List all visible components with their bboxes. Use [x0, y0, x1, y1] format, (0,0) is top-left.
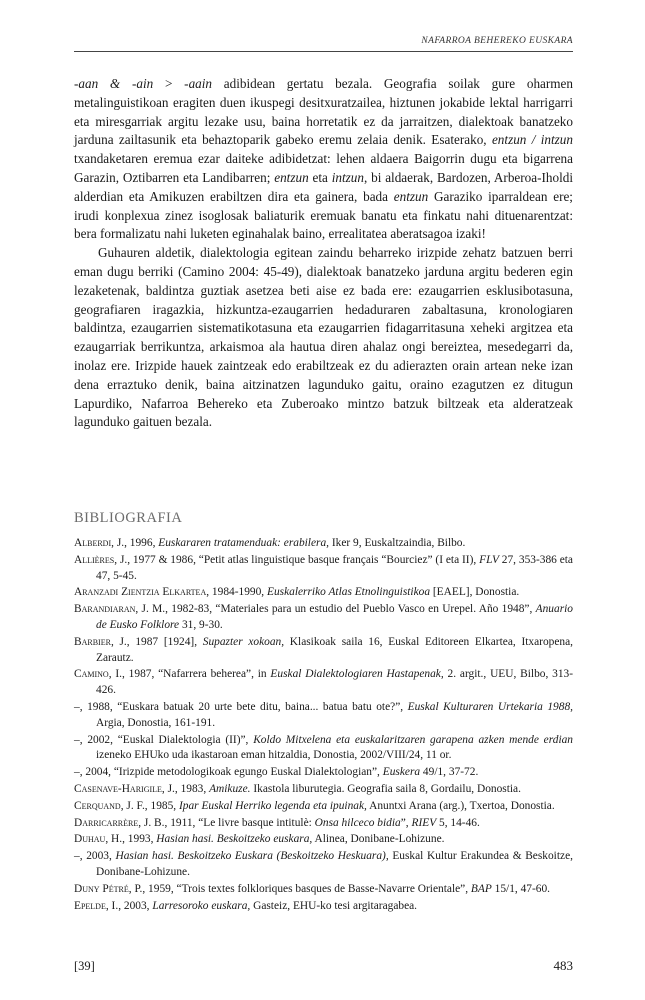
- author-name: Allières: [74, 553, 115, 566]
- text-run: , J., 1977 & 1986, “Petit atlas linguistique basque français “Bourciez” (I eta II),: [114, 553, 480, 566]
- text-run: –, 2002, “Euskal Dialektologia (II)”,: [74, 733, 254, 746]
- bibliography-entry: [74, 585, 573, 601]
- italic-run: Euskal Kulturaren Urtekaria 1988,: [407, 700, 573, 713]
- author-name: Barbier: [74, 635, 111, 648]
- bibliography-entry: [74, 765, 573, 781]
- text-run: , I., 2003,: [105, 899, 153, 912]
- author-name: Barandiaran: [74, 603, 136, 616]
- text-run: 15/1, 47-60.: [491, 882, 551, 895]
- author-name: Epelde: [74, 899, 106, 912]
- bibliography-entry: [74, 667, 573, 699]
- text-run: >: [153, 76, 185, 91]
- text-run: , J. F., 1985,: [120, 799, 179, 812]
- text-run: 27, 353-386 eta 47, 5-45.: [96, 553, 573, 582]
- italic-run: FLV: [479, 553, 499, 566]
- bibliography-entry: [74, 782, 573, 798]
- bibliography-entry: [74, 799, 573, 815]
- italic-run: Euskera: [382, 766, 421, 779]
- bibliography-entry: [74, 832, 573, 848]
- text-run: , I., 1987, “Nafarrera beherea”, in: [108, 668, 271, 681]
- text-run: , H., 1993,: [105, 833, 157, 846]
- italic-run: Larresoroko euskara,: [152, 899, 251, 912]
- author-name: Duny Pétré: [74, 882, 129, 895]
- text-run: adibidean gertatu bezala. Geografia soilak gure oharmen metalinguistikoan eragiten duen ikuspegi desitxuratzailea, hiztunen jokabide lektal harrigarri eta miresgarriak argitu lezake usu, baina horretatik ez da jarraitzen, dialektoak banatzeko jarduna zailtasunik eta behaztoparik gabeko eremu zelaia denik. Esaterako,: [74, 76, 573, 148]
- author-name: Cerquand: [74, 799, 121, 812]
- running-title: NAFARROA BEHEREKO EUSKARA: [421, 36, 573, 46]
- text-run: eta: [308, 169, 332, 185]
- text-run: , 1984-1990,: [206, 586, 267, 599]
- body-text: [74, 75, 573, 432]
- text-run: Klasikoak saila 16, Euskal Editoreen Elkartea, Itxaropena, Zarautz.: [96, 635, 573, 664]
- italic-run: Hasian hasi. Beskoitzeko euskara,: [156, 833, 313, 846]
- bibliography-entry: [74, 849, 573, 881]
- text-run: Garaziko iparraldean ere; irudi konplexua zinez isoglosak baliaturik eremuak banatu eta finkatu nahi dituenarentzat: bera formalizatu nahi luketen eginahalak baino, errealitatea aberatsagoa izaki!: [74, 188, 573, 242]
- italic-run: entzun / intzun: [491, 132, 573, 148]
- italic-run: entzun: [274, 169, 309, 185]
- text-run: , P., 1959, “Trois textes folkloriques basques de Basse-Navarre Orientale”,: [128, 882, 471, 895]
- text-run: 49/1, 37-72.: [420, 766, 479, 779]
- bibliography-entry: [74, 635, 573, 667]
- italic-run: Amikuze.: [209, 782, 251, 795]
- italic-run: Supazter xokoan,: [202, 635, 285, 648]
- author-name: Casenave-Harigile: [74, 782, 162, 795]
- section-marker: [39]: [74, 959, 95, 973]
- page-number: 483: [553, 958, 573, 973]
- text-run: Gasteiz, EHU-ko tesi argitaragabea.: [250, 899, 418, 912]
- paragraph-1: [74, 75, 573, 244]
- text-run: Alinea, Donibane-Lohizune.: [312, 833, 445, 846]
- text-run: , J. B., 1911, “Le livre basque intitulè:: [138, 816, 315, 829]
- italic-run: -aain: [184, 76, 213, 91]
- italic-run: BAP: [470, 882, 492, 895]
- text-run: , J., 1996,: [111, 537, 159, 549]
- text-run: Argia, Donostia, 161-191.: [96, 716, 216, 729]
- italic-run: entzun: [393, 188, 429, 204]
- italic-run: Anuario de Eusko Folklore: [96, 603, 573, 631]
- bibliography-list: [74, 536, 573, 915]
- italic-run: -aan & -ain: [74, 76, 154, 91]
- author-name: Duhau: [74, 833, 106, 846]
- italic-run: Euskal Dialektologiaren Hastapenak,: [270, 668, 444, 681]
- bibliography-entry: [74, 899, 573, 915]
- italic-run: Euskararen tratamenduak: erabilera,: [158, 537, 330, 549]
- bibliography-entry: [74, 536, 573, 552]
- text-run: Guhauren aldetik, dialektologia egitean zaindu beharreko irizpide zehatz batzuen berri eman dugu berriki (Camino 2004: 45-49), dialektoak banatzeko jarduna argitu bederen egin lezaketenak, baldintza guztiak asetzea beti aise ez bada ere: ezaugarrien esklusibotasuna, geografiaren iragazkia, hizkuntza-ezaugarrien hedaduraren zabaltasuna, kronologiaren baldintza, ezaugarrien sistematikotasuna eta ezaugarrien fidagarritasuna xeheki argitzea eta ezaugarriak berrikuntza, arkaismoa ala hautua diren ahalaz ongi bereiztea, mesedegarri da, inolaz ere. Irizpide hauek zaintzeak edo erabiltzeak ez du adierazten orain artean neke izan dena erraztuko denik, baina aitzinatzen lagunduko gaitu, oraino ezagutzen ez ditugun Lapurdiko, Nafarroa Behereko eta Zuberoako mintzo batzuk biltzeak eta alderatzeak lagunduko gaituen bezala.: [74, 245, 573, 430]
- text-run: Anuntxi Arana (arg.), Txertoa, Donostia.: [366, 799, 555, 812]
- italic-run: Euskalerriko Atlas Etnolinguistikoa: [266, 586, 431, 599]
- italic-run: Hasian hasi. Beskoitzeko Euskara (Beskoitzeko Heskuara),: [115, 850, 389, 863]
- bibliography-entry: [74, 733, 573, 765]
- italic-run: Koldo Mitxelena eta euskalaritzaren garapena azken mende erdian: [253, 733, 573, 746]
- running-header: [74, 36, 573, 52]
- author-name: Camino: [74, 668, 109, 681]
- author-name: Darricarrère: [74, 816, 139, 829]
- text-run: Iker 9, Euskaltzaindia, Bilbo.: [329, 537, 466, 549]
- text-run: izeneko EHUko uda ikastaroan eman hitzaldia, Donostia, 2002/VIII/24, 11 or.: [96, 749, 452, 762]
- text-run: 2. argit., UEU, Bilbo, 313-426.: [96, 668, 573, 697]
- italic-run: Onsa hilceco bidia: [314, 816, 401, 829]
- italic-run: intzun: [331, 169, 364, 185]
- author-name: Aranzadi Zientzia Elkartea: [74, 586, 207, 599]
- text-run: Ikastola liburutegia. Geografia saila 8, Gordailu, Donostia.: [250, 782, 521, 795]
- bibliography-entry: [74, 553, 573, 585]
- text-run: , J., 1983,: [161, 782, 210, 795]
- text-run: Euskal Kultur Erakundea & Beskoitze, Donibane-Lohizune.: [96, 850, 573, 878]
- bibliography-entry: [74, 882, 573, 898]
- text-run: –, 2003,: [74, 850, 116, 863]
- bibliography-entry: [74, 700, 573, 732]
- paragraph-2: [74, 244, 573, 432]
- bibliography-heading: BIBLIOGRAFIA: [74, 510, 183, 526]
- italic-run: Ipar Euskal Herriko legenda eta ipuinak,: [178, 799, 367, 812]
- text-run: , bi aldaerak, Bardozen, Arberoa-Iholdi alderdian eta Amikuzen erabiltzen dira eta gainera, bada: [74, 169, 574, 204]
- text-run: 5, 14-46.: [436, 816, 480, 829]
- text-run: ”,: [400, 816, 412, 829]
- bibliography-entry: [74, 816, 573, 832]
- text-run: , J. M., 1982-83, “Materiales para un estudio del Pueblo Vasco en Urepel. Año 1948”,: [135, 603, 536, 616]
- text-run: [EAEL], Donostia.: [430, 586, 520, 599]
- italic-run: RIEV: [411, 816, 437, 829]
- text-run: –, 2004, “Irizpide metodologikoak egungo Euskal Dialektologian”,: [74, 766, 383, 779]
- text-run: , J., 1987 [1924],: [110, 635, 203, 648]
- text-run: txandaketaren eremua ezar daiteke adibidetzat: lehen aldaera Baigorrin dugu eta bigarrena Garazin, Oztibarren eta Landibarren;: [74, 151, 573, 185]
- bibliography-entry: [74, 602, 573, 634]
- text-run: –, 1988, “Euskara batuak 20 urte bete ditu, baina... batua batu ote?”,: [74, 700, 408, 713]
- author-name: Alberdi: [74, 537, 112, 549]
- text-run: 31, 9-30.: [179, 618, 223, 631]
